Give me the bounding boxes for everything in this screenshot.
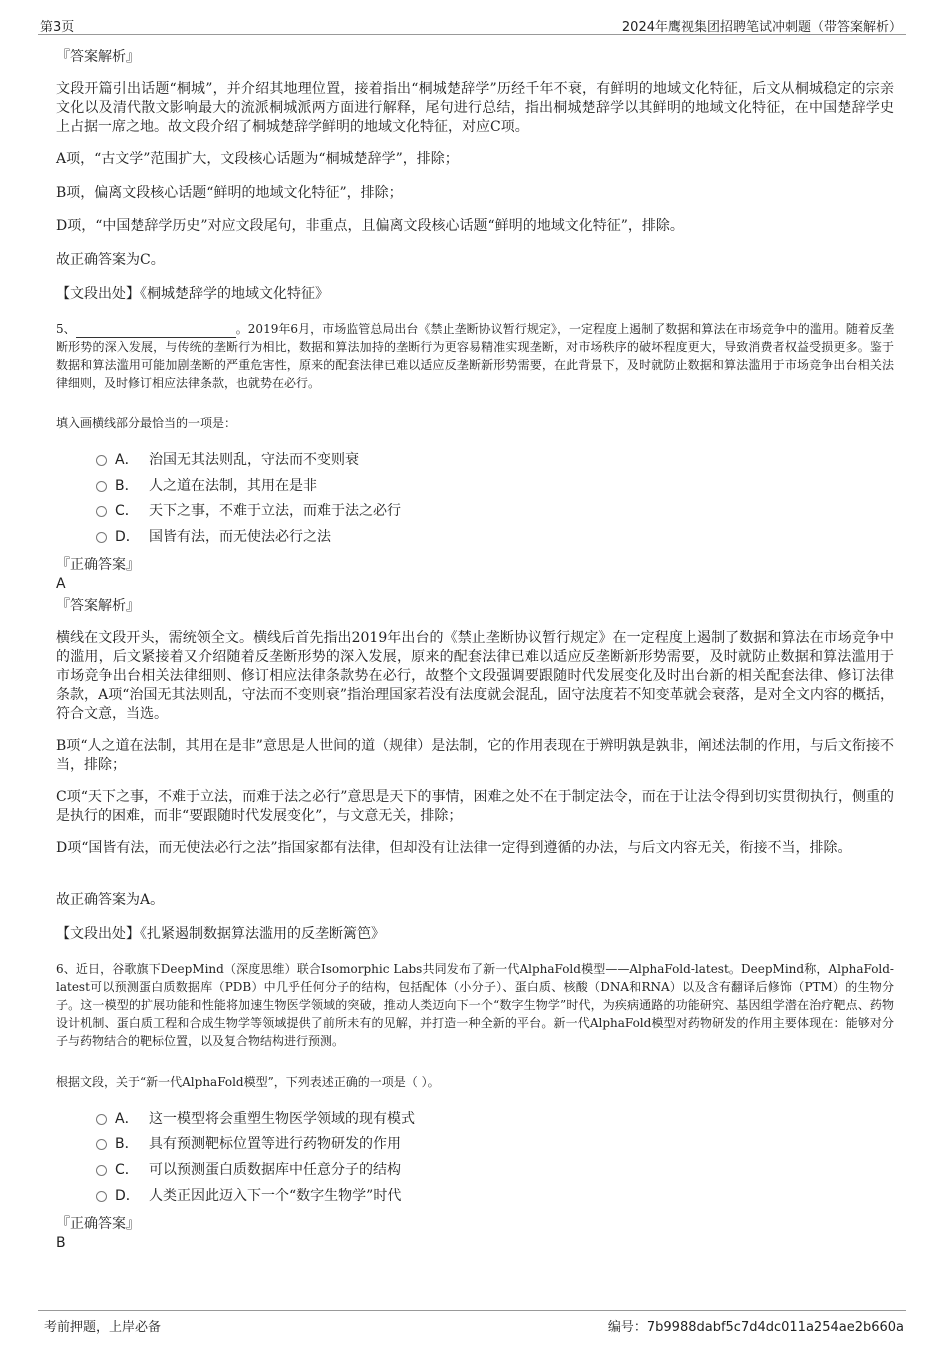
radio-icon[interactable] — [96, 532, 107, 543]
q4-analysis-p1: 文段开篇引出话题“桐城”，并介绍其地理位置，接着指出“桐城楚辞学”历经千年不衰，有鲜明的地域文化特征，后文从桐城稳定的宗亲文化以及清代散文影响最大的流派桐城派两方面进行解释，尾句进行总结，指出桐城楚辞学以其鲜明的地域文化特征，在中国楚辞学史上占据一席之地。故文段介绍了桐城楚辞学鲜明的地域文化特征，对应C项。 — [56, 81, 894, 135]
q5-analysis-p2: B项“人之道在法制，其用在是非”意思是人世间的道（规律）是法制，它的作用表现在于辨明孰是孰非，阐述法制的作用，与后文衔接不当，排除； — [56, 738, 894, 773]
q6-option-b[interactable]: B． 具有预测靶标位置等进行药物研发的作用 — [96, 1135, 401, 1153]
q4-analysis-p3: B项，偏离文段核心话题“鲜明的地域文化特征”，排除； — [56, 185, 403, 201]
q5-analysis-label: 『答案解析』 — [56, 598, 140, 614]
page-footer — [38, 1310, 906, 1337]
q5-option-a[interactable]: A． 治国无其法则乱，守法而不变则衰 — [96, 451, 359, 469]
radio-icon[interactable] — [96, 1191, 107, 1202]
q5-stem — [56, 320, 894, 392]
q4-analysis-label: 『答案解析』 — [56, 49, 140, 65]
radio-icon[interactable] — [96, 506, 107, 517]
q5-stem-text: 。2019年6月，市场监管总局出台《禁止垄断协议暂行规定》，一定程度上遏制了数据和算法在市场竞争中的滥用。随着反垄断形势的深入发展，与传统的垄断行为相比，数据和算法加持的垄断行为更容易精准实现垄断，对市场秩序的破坏程度更大，导致消费者权益受损更多。鉴于数据和算法滥用可能加剧垄断的严重危害性，原来的配套法律已难以适应反垄断新形势需要，在此背景下，及时就防止数据和算法滥用于市场竞争出台相关法律细则，及时修订相应法律条款，也就势在必行。 — [56, 322, 894, 390]
q6-option-c[interactable]: C． 可以预测蛋白质数据库中任意分子的结构 — [96, 1161, 401, 1179]
q6-option-a[interactable]: A． 这一模型将会重塑生物医学领域的现有模式 — [96, 1110, 415, 1128]
q5-answer-line: 故正确答案为A。 — [56, 892, 165, 908]
q5-blank — [76, 325, 236, 338]
q5-analysis-p3: C项“天下之事，不难于立法，而难于法之必行”意思是天下的事情，困难之处不在于制定法令，而在于让法令得到切实贯彻执行，侧重的是执行的困难，而非“要跟随时代发展变化”，与文意无关，排除； — [56, 789, 894, 824]
footer-slogan: 考前押题，上岸必备 — [44, 1320, 162, 1335]
q4-analysis-p4: D项，“中国楚辞学历史”对应文段尾句，非重点，且偏离文段核心话题“鲜明的地域文化特征”，排除。 — [56, 218, 684, 234]
q4-answer-line: 故正确答案为C。 — [56, 252, 165, 268]
q5-option-b[interactable]: B． 人之道在法制，其用在是非 — [96, 477, 317, 495]
q5-analysis-p1: 横线在文段开头，需统领全文。横线后首先指出2019年出台的《禁止垄断协议暂行规定》在一定程度上遏制了数据和算法在市场竞争中的滥用，后文紧接着又介绍随着反垄断形势的深入发展，原来的配套法律已难以适应反垄断新形势需要，及时就防止数据和算法滥用于市场竞争出台相关法律细则、修订相应法律条款势在必行，故整个文段强调要跟随时代发展变化及时出台新的相关配套法律、修订法律条款，A项“治国无其法则乱，守法而不变则衰”指治理国家若没有法度就会混乱，固守法度若不知变革就会衰落，是对全文内容的概括，符合文意，当选。 — [56, 630, 894, 722]
q4-source: 【文段出处】《桐城楚辞学的地域文化特征》 — [56, 286, 329, 302]
page-number: 第3页 — [40, 20, 75, 35]
q5-answer-label: 『正确答案』 — [56, 557, 140, 573]
q5-option-c[interactable]: C． 天下之事，不难于立法，而难于法之必行 — [96, 502, 401, 520]
q6-stem: 6、近日，谷歌旗下DeepMind（深度思维）联合Isomorphic Labs共同发布了新一代AlphaFold模型——AlphaFold-latest。DeepMind称，AlphaFold-latest可以预测蛋白质数据库（PDB）中几乎任何分子的结构，包括配体（小分子）、蛋白质、核酸（DNA和RNA）以及含有翻译后修饰（PTM）的生物分子。这一模型的扩展功能和性能将加速生物医学领域的突破，推动人类迈向下一个“数字生物学”时代，为疾病通路的功能研究、基因组学潜在治疗靶点、药物设计机制、蛋白质工程和合成生物学等领域提供了前所未有的见解，并打造一种全新的平台。新一代AlphaFold模型对药物研发的作用主要体现在：能够对分子与药物结合的靶标位置，以及复合物结构进行预测。 — [56, 962, 894, 1048]
q5-source: 【文段出处】《扎紧遏制数据算法滥用的反垄断篱笆》 — [56, 926, 385, 942]
document-title: 2024年鹰视集团招聘笔试冲刺题（带答案解析） — [621, 20, 902, 35]
radio-icon[interactable] — [96, 455, 107, 466]
q6-option-d[interactable]: D． 人类正因此迈入下一个“数字生物学”时代 — [96, 1187, 401, 1205]
radio-icon[interactable] — [96, 481, 107, 492]
q6-prompt: 根据文段，关于“新一代AlphaFold模型”，下列表述正确的一项是（ ）。 — [56, 1075, 440, 1089]
q5-analysis-p4: D项“国皆有法，而无使法必行之法”指国家都有法律，但却没有让法律一定得到遵循的办法，与后文内容无关，衔接不当，排除。 — [56, 840, 852, 856]
radio-icon[interactable] — [96, 1139, 107, 1150]
q5-option-d[interactable]: D． 国皆有法，而无使法必行之法 — [96, 528, 331, 546]
q4-analysis-p2: A项，“古文学”范围扩大，文段核心话题为“桐城楚辞学”，排除； — [56, 151, 459, 167]
q5-prompt: 填入画横线部分最恰当的一项是： — [56, 416, 237, 430]
radio-icon[interactable] — [96, 1165, 107, 1176]
page-header — [38, 12, 906, 35]
q6-answer-label: 『正确答案』 — [56, 1216, 140, 1232]
q6-answer: B — [56, 1235, 66, 1251]
q5-answer: A — [56, 576, 66, 592]
radio-icon[interactable] — [96, 1114, 107, 1125]
q5-number: 5、 — [56, 322, 76, 336]
document-id: 编号：7b9988dabf5c7d4dc011a254ae2b660a — [607, 1320, 904, 1335]
